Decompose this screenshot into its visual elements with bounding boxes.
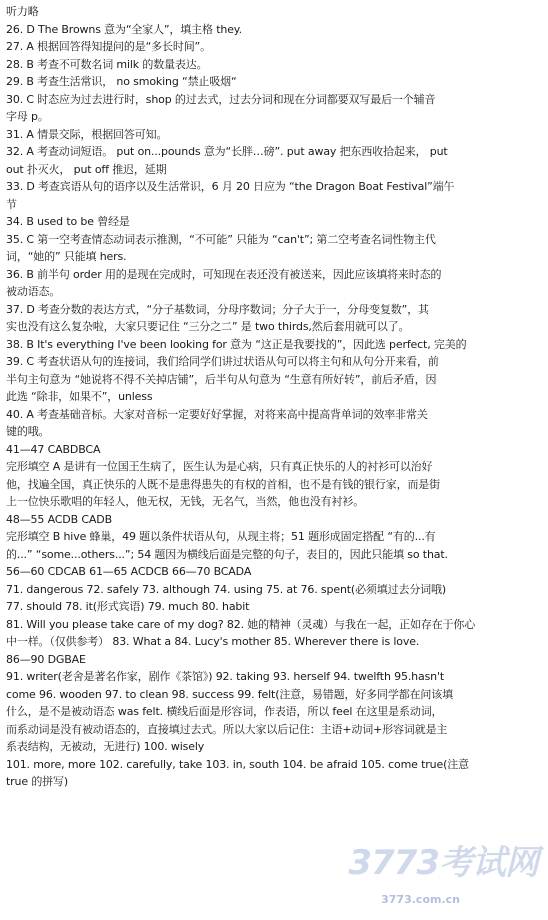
text-line: 33. D 考查宾语从句的语序以及生活常识，6 月 20 日应为 “the Dragon Boat Festival”端午 [6, 180, 455, 193]
text-line: 28. B 考查不可数名词 milk 的数量表达。 [6, 57, 208, 71]
answer-key-document [6, 3, 542, 791]
text-line: true 的拼写) [6, 775, 69, 788]
text-line: 系表结构，无被动，无进行) 100. wisely [6, 740, 205, 753]
text-line: 节 [6, 197, 17, 211]
text-line: 36. B 前半句 order 用的是现在完成时，可知现在表还没有被送来，因此应该填将来时态的 [6, 267, 442, 281]
text-line: 26. D The Browns 意为“全家人”，填主格 they. [6, 22, 242, 36]
text-line: 27. A 根据回答得知提问的是“多长时间”。 [6, 40, 211, 53]
text-line: 56—60 CDCAB 61—65 ACDCB 66—70 BCADA [6, 565, 252, 578]
text-line: 上一位快乐歌唱的年轻人，他无权，无钱，无名气，当然，他也没有衬衫。 [6, 495, 365, 508]
text-line: 30. C 时态应为过去进行时，shop 的过去式，过去分词和现在分词都要双写最后一个辅音 [6, 92, 436, 106]
text-line: 而系动词是没有被动语态的，直接填过去式。所以大家以后记住：主语+动词+形容词就是主 [6, 722, 448, 736]
text-line: 77. should 78. it(形式宾语) 79. much 80. habit [6, 600, 250, 613]
text-line: 完形填空 B hive 蜂巢，49 题以条件状语从句，从现主将；51 题形成固定搭配 “有的...有 [6, 530, 436, 543]
text-line: 什么，是不是被动语态 was felt. 横线后面是形容词，作表语，所以 feel 在这里是系动词， [6, 705, 443, 718]
text-line: 38. B It's everything I've been looking for 意为 “这正是我要找的”，因此选 perfect, 完美的 [6, 337, 467, 351]
text-line: 48—55 ACDB CADB [6, 512, 112, 526]
text-line: 34. B used to be 曾经是 [6, 215, 130, 228]
text-line: 听力略 [6, 5, 39, 18]
text-line: 此选 “除非，如果不”，unless [6, 390, 153, 403]
text-line: 91. writer(老舍是著名作家，剧作《茶馆》) 92. taking 93. herself 94. twelfth 95.hasn't [6, 670, 445, 683]
watermark-logo: 3773考试网 [348, 843, 538, 883]
text-line: 完形填空 A 是讲有一位国王生病了，医生认为是心病，只有真正快乐的人的衬衫可以治好 [6, 460, 433, 473]
text-line: out 扑灭火， put off 推迟，延期 [6, 162, 167, 176]
text-line: 32. A 考查动词短语。 put on...pounds 意为“长胖…磅”. put away 把东西收拾起来， put [6, 145, 448, 158]
text-line: 中一样。（仅供参考） 83. What a 84. Lucy's mother 85. Wherever there is love. [6, 635, 420, 648]
text-line: 键的哦。 [6, 425, 50, 438]
text-line: 29. B 考查生活常识， no smoking “禁止吸烟“ [6, 75, 237, 88]
text-line: 半句主句意为 “她说将不得不关掉店铺”，后半句从句意为 “生意有所好转”，前后矛盾，因 [6, 372, 437, 386]
text-line: come 96. wooden 97. to clean 98. success 99. felt(注意，易错题，好多同学都在问该填 [6, 687, 453, 701]
text-line: 39. C 考查状语从句的连接词，我们给同学们讲过状语从句可以将主句和从句分开来看，前 [6, 355, 439, 368]
text-line: 词，“她的” 只能填 hers. [6, 250, 127, 263]
text-line: 字母 p。 [6, 110, 49, 123]
text-line: 37. D 考查分数的表达方式，“分子基数词，分母序数词；分子大于一，分母变复数”，其 [6, 302, 429, 316]
text-line: 86—90 DGBAE [6, 652, 86, 666]
text-line: 他，找遍全国，真正快乐的人既不是患得患失的有权的首相，也不是有钱的银行家，而是街 [6, 477, 440, 491]
text-line: 实也没有这么复杂啦，大家只要记住 “三分之二” 是 two thirds,然后套用就可以了。 [6, 320, 410, 333]
text-line: 35. C 第一空考查情态动词表示推测，“不可能” 只能为 “can't”; 第二空考查名词性物主代 [6, 232, 436, 246]
watermark-url: 3773.com.cn [381, 893, 460, 906]
text-line: 81. Will you please take care of my dog? 82. 她的精神（灵魂）与我在一起，正如存在于你心 [6, 617, 476, 631]
text-line: 31. A 情景交际，根据回答可知。 [6, 127, 168, 141]
text-line: 40. A 考查基础音标。大家对音标一定要好好掌握，对将来高中提高背单词的效率非常关 [6, 407, 428, 421]
text-line: 被动语态。 [6, 285, 61, 298]
text-line: 41—47 CABDBCA [6, 442, 101, 456]
text-line: 的...” “some...others...”; 54 题因为横线后面是完整的句子，表目的，因此只能填 so that. [6, 547, 448, 561]
text-line: 71. dangerous 72. safely 73. although 74. using 75. at 76. spent(必须填过去分词哦) [6, 582, 447, 596]
text-line: 101. more, more 102. carefully, take 103. in, south 104. be afraid 105. come true(注意 [6, 757, 469, 771]
